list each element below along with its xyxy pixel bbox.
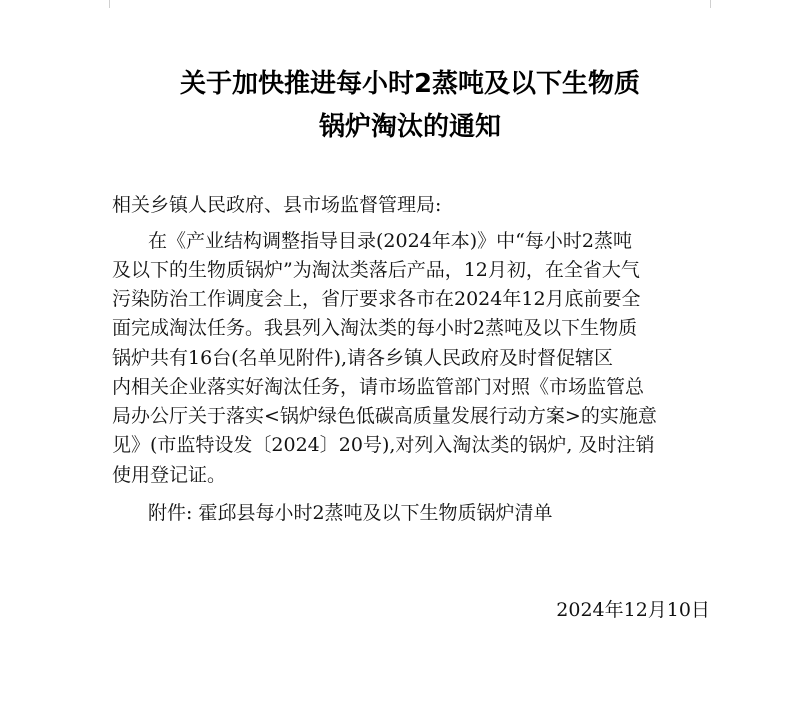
attachment-note: 附件: 霍邱县每小时2蒸吨及以下生物质锅炉清单 <box>148 502 553 524</box>
body-line-1: 在《产业结构调整指导目录(2024年本)》中“每小时2蒸吨 <box>148 230 632 252</box>
body-line-4: 面完成淘汰任务。我县列入淘汰类的每小时2蒸吨及以下生物质 <box>112 317 638 339</box>
body-line-2: 及以下的生物质锅炉”为淘汰类落后产品，12月初，在全省大气 <box>112 259 640 281</box>
body-line-3: 污染防治工作调度会上，省厅要求各市在2024年12月底前要全 <box>112 288 641 310</box>
salutation: 相关乡镇人民政府、县市场监督管理局: <box>112 194 442 216</box>
body-line-5: 锅炉共有16台(名单见附件),请各乡镇人民政府及时督促辖区 <box>112 347 614 369</box>
body-line-8: 见》(市监特设发〔2024〕20号),对列入淘汰类的锅炉, 及时注销 <box>112 434 655 456</box>
document-title-line-1: 关于加快推进每小时2蒸吨及以下生物质 <box>179 69 641 99</box>
body-line-7: 局办公厅关于落实<锅炉绿色低碳高质量发展行动方案>的实施意 <box>112 405 657 427</box>
body-line-6: 内相关企业落实好淘汰任务，请市场监管部门对照《市场监管总 <box>112 376 645 398</box>
page-edge-left <box>109 0 110 8</box>
document-title-line-2: 锅炉淘汰的通知 <box>318 112 501 142</box>
document-date: 2024年12月10日 <box>556 599 710 621</box>
body-line-9: 使用登记证。 <box>112 464 227 486</box>
page-edge-right <box>710 0 711 8</box>
